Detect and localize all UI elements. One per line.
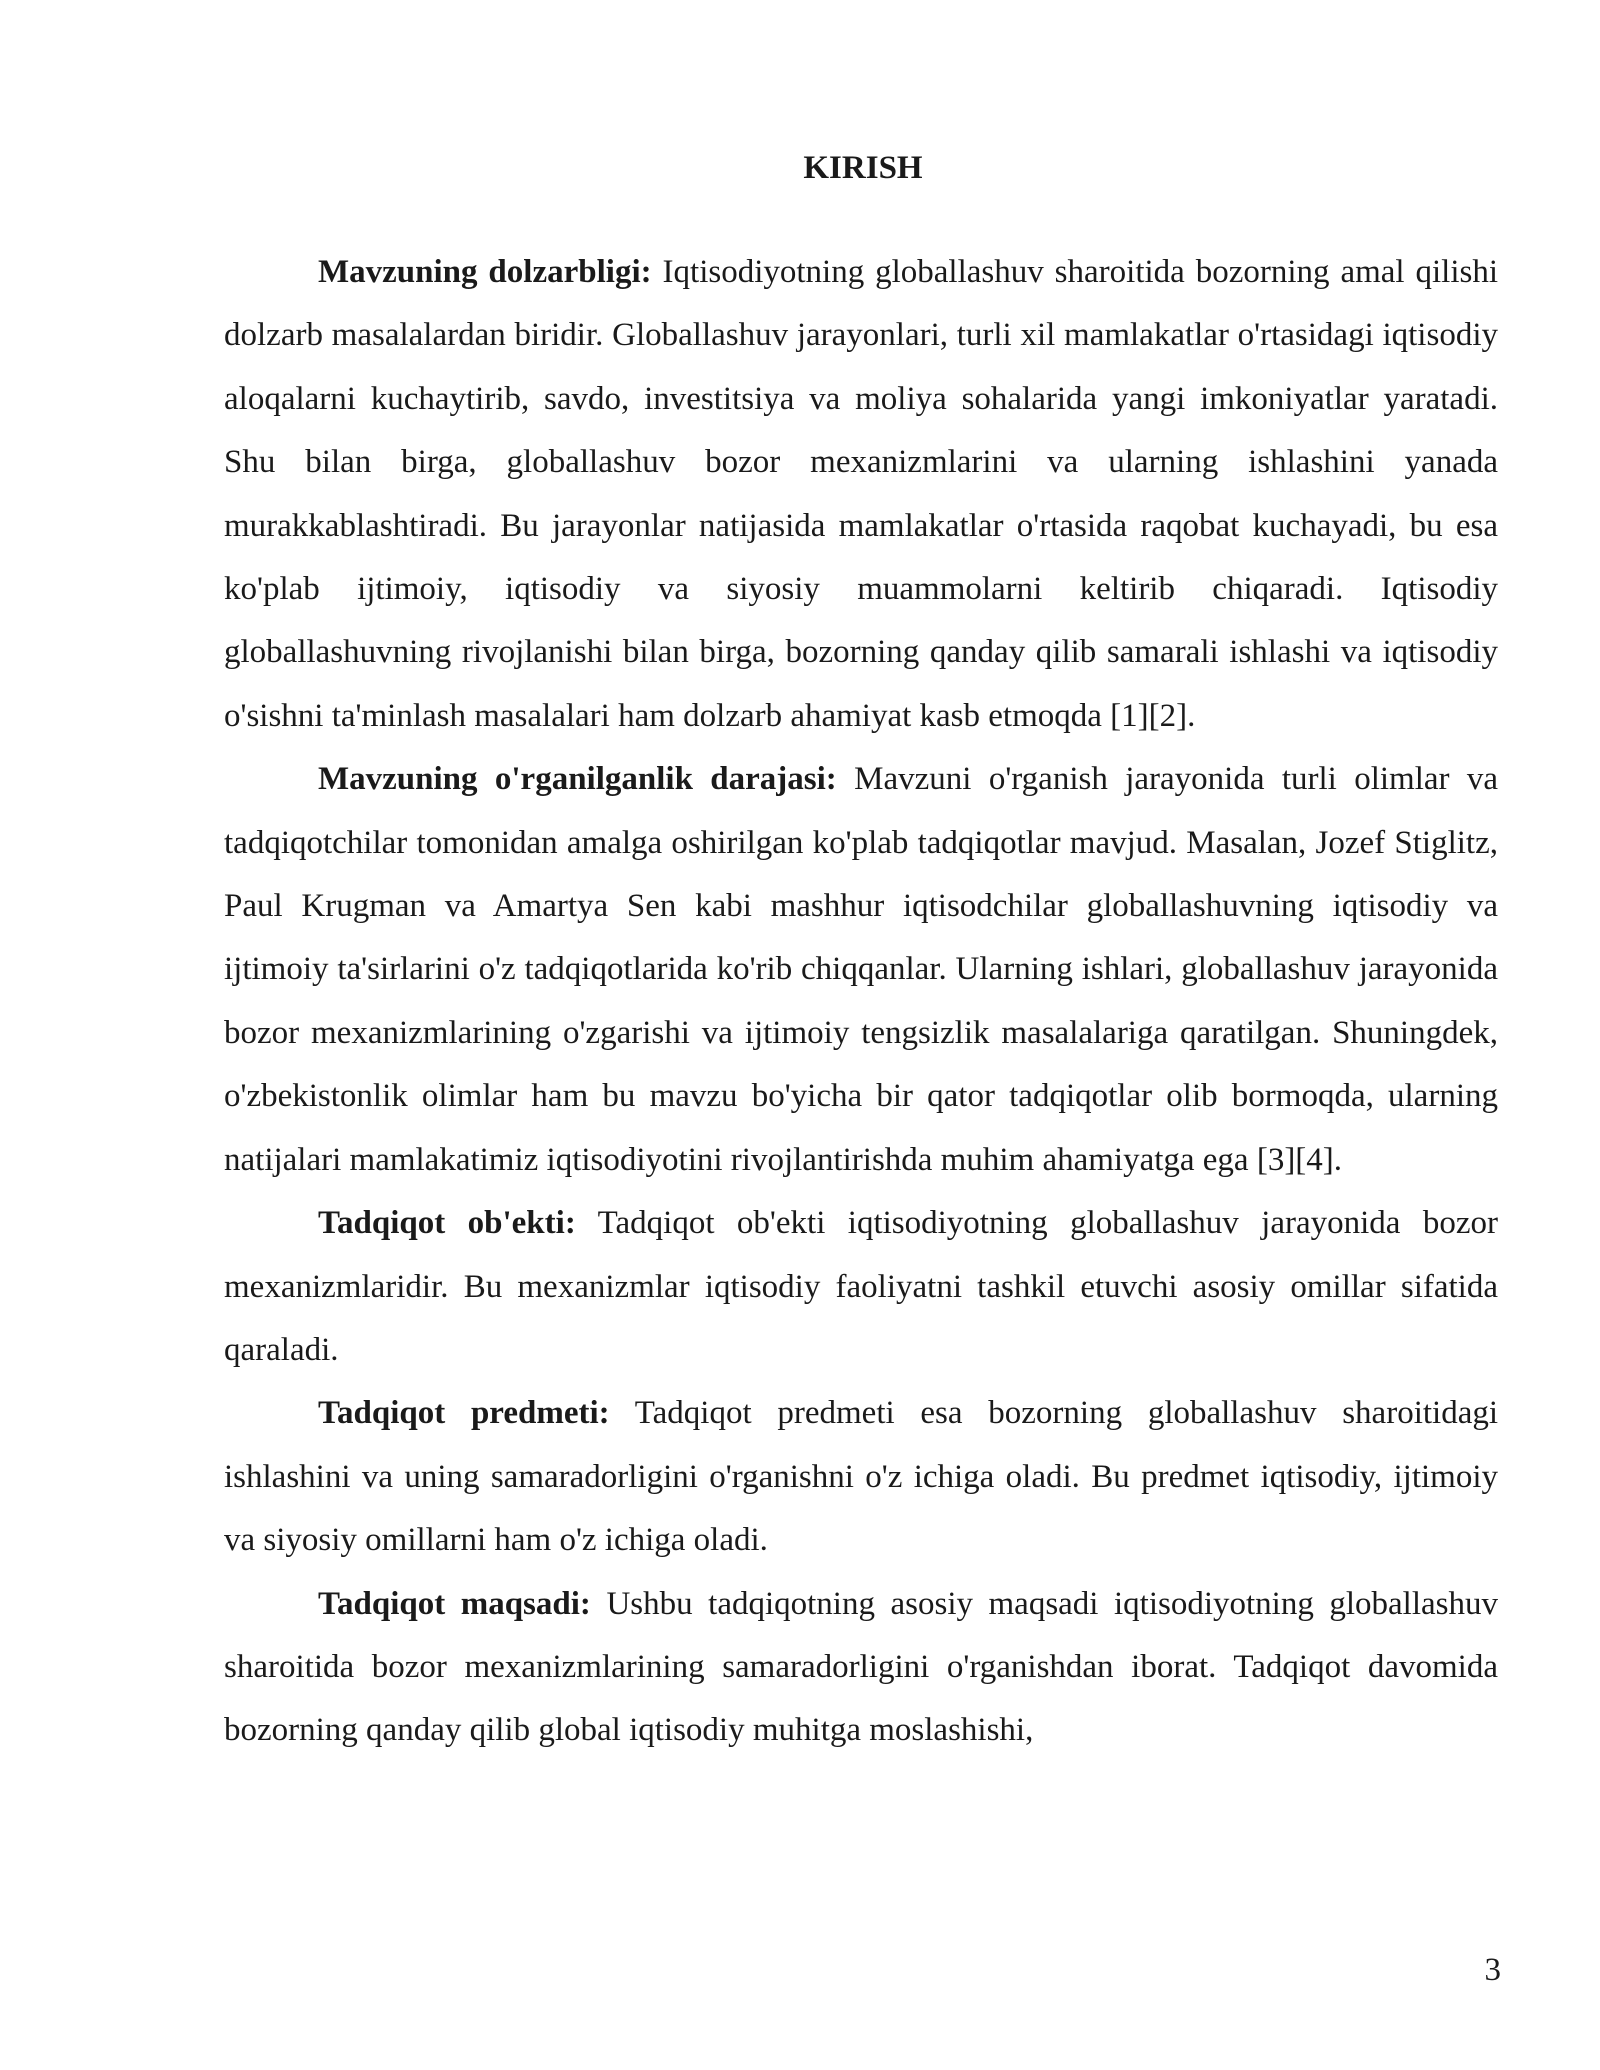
paragraph-label: Tadqiqot ob'ekti:	[318, 1205, 576, 1242]
page-number: 3	[1484, 1952, 1501, 1988]
paragraph-label: Mavzuning dolzarbligi:	[318, 254, 652, 290]
paragraph-research-subject	[224, 1382, 1498, 1572]
paragraph-degree-of-study	[224, 748, 1498, 1192]
paragraph-label: Tadqiqot maqsadi:	[318, 1585, 591, 1622]
paragraph-research-object	[224, 1192, 1498, 1382]
page-title: KIRISH	[803, 150, 923, 186]
paragraph-text: Tadqiqot predmeti esa bozorning globallashuv sharoitidagi ishlashini va uning samaradorligini o'rganishni o'z ichiga oladi. Bu predmet iqtisodiy, ijtimoiy va siyosiy omillarni ham o'z ichiga oladi.	[224, 1395, 1499, 1559]
paragraph-research-goal	[224, 1573, 1498, 1763]
paragraph-label: Mavzuning o'rganilganlik darajasi:	[318, 761, 837, 798]
body-text	[224, 241, 1498, 1763]
paragraph-relevance	[224, 241, 1498, 748]
paragraph-label: Tadqiqot predmeti:	[318, 1395, 610, 1432]
paragraph-text: Iqtisodiyotning globallashuv sharoitida bozorning amal qilishi dolzarb masalalardan biridir. Globallashuv jarayonlari, turli xil mamlakatlar o'rtasidagi iqtisodiy aloqalarni kuchaytirib, savdo, investitsiya va moliya sohalarida yangi imkoniyatlar yaratadi. Shu bilan birga, globallashuv bozor mexanizmlarini va ularning ishlashini yanada murakkablashtiradi. Bu jarayonlar natijasida mamlakatlar o'rtasida raqobat kuchayadi, bu esa ko'plab ijtimoiy, iqtisodiy va siyosiy muammolarni keltirib chiqaradi. Iqtisodiy globallashuvning rivojlanishi bilan birga, bozorning qanday qilib samarali ishlashi va iqtisodiy o'sishni ta'minlash masalalari ham dolzarb ahamiyat kasb etmoqda [1][2].	[224, 254, 1499, 734]
paragraph-text: Tadqiqot ob'ekti iqtisodiyotning globallashuv jarayonida bozor mexanizmlaridir. Bu mexanizmlar iqtisodiy faoliyatni tashkil etuvchi asosiy omillar sifatida qaraladi.	[224, 1205, 1498, 1368]
paragraph-text: Ushbu tadqiqotning asosiy maqsadi iqtisodiyotning globallashuv sharoitida bozor mexanizmlarining samaradorligini o'rganishdan iborat. Tadqiqot davomida bozorning qanday qilib global iqtisodiy muhitga moslashishi,	[224, 1585, 1499, 1749]
paragraph-text: Mavzuni o'rganish jarayonida turli olimlar va tadqiqotchilar tomonidan amalga oshirilgan ko'plab tadqiqotlar mavjud. Masalan, Jozef Stiglitz, Paul Krugman va Amartya Sen kabi mashhur iqtisodchilar globallashuvning iqtisodiy va ijtimoiy ta'sirlarini o'z tadqiqotlarida ko'rib chiqqanlar. Ularning ishlari, globallashuv jarayonida bozor mexanizmlarining o'zgarishi va ijtimoiy tengsizlik masalalariga qaratilgan. Shuningdek, o'zbekistonlik olimlar ham bu mavzu bo'yicha bir qator tadqiqotlar olib bormoqda, ularning natijalari mamlakatimiz iqtisodiyotini rivojlantirishda muhim ahamiyatga ega [3][4].	[224, 761, 1499, 1178]
